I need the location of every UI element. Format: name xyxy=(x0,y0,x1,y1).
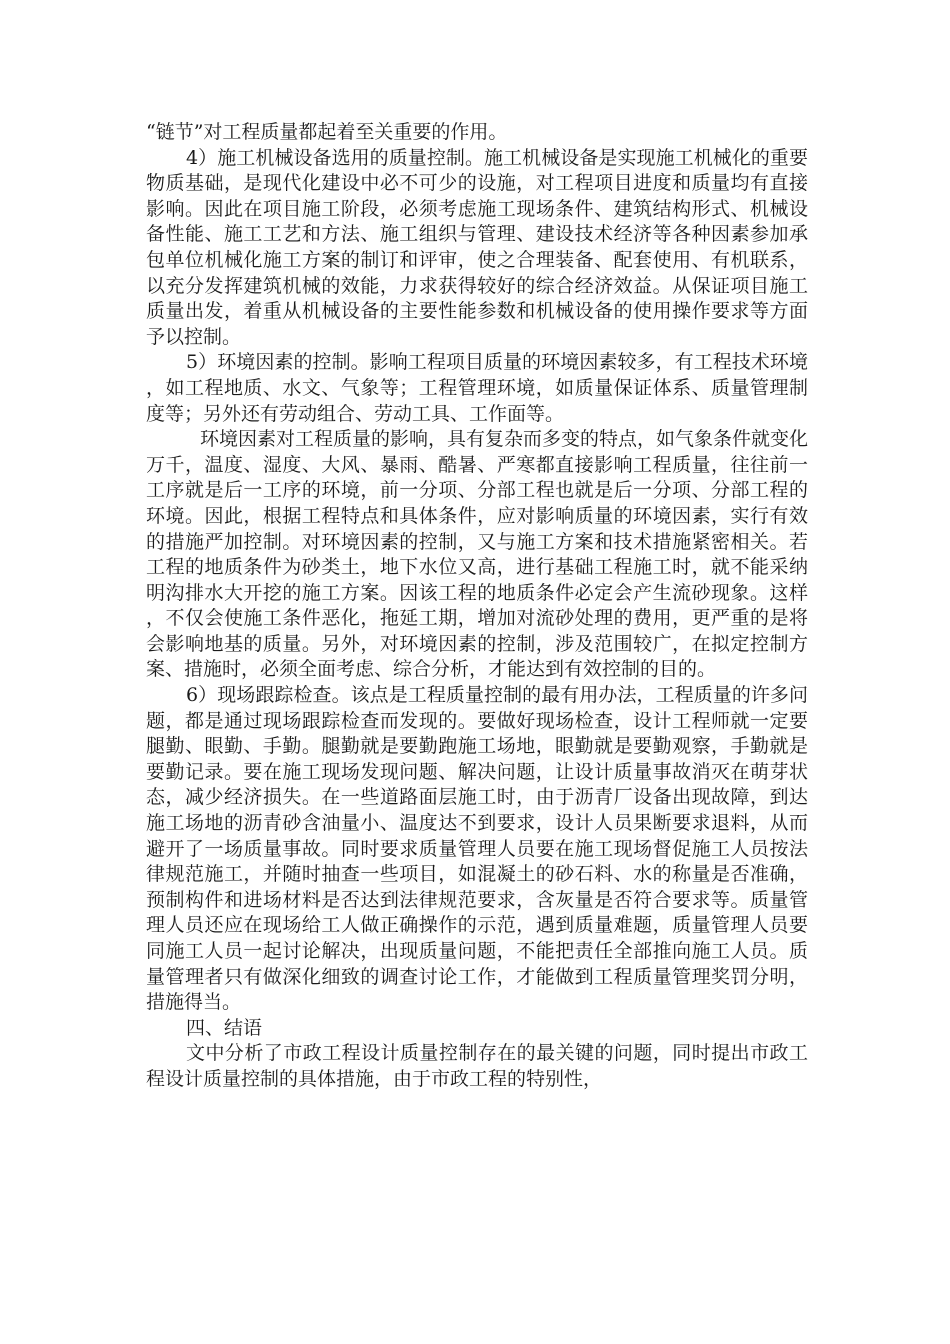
paragraph-conclusion: 文中分析了市政工程设计质量控制存在的最关键的问题，同时提出市政工程设计质量控制的具体措施，由于市政工程的特别性， xyxy=(146,1042,808,1090)
paragraph-environment-control: 5）环境因素的控制。影响工程项目质量的环境因素较多，有工程技术环境，如工程地质、水文、气象等；工程管理环境，如质量保证体系、质量管理制度等；另外还有劳动组合、劳动工具、工作面等。 xyxy=(146,351,808,425)
paragraph-chain-link: “链节”对工程质量都起着至关重要的作用。 xyxy=(146,121,508,143)
paragraph-environment-impact: 环境因素对工程质量的影响，具有复杂而多变的特点，如气象条件就变化万千，温度、湿度、大风、暴雨、酷暑、严寒都直接影响工程质量，往往前一工序就是后一工序的环境，前一分项、分部工程也就是后一分项、分部工程的环境。因此，根据工程特点和具体条件，应对影响质量的环境因素，实行有效的措施严加控制。对环境因素的控制，又与施工方案和技术措施紧密相关。若工程的地质条件为砂类土，地下水位又高，进行基础工程施工时，就不能采纳明沟排水大开挖的施工方案。因该工程的地质条件必定会产生流砂现象。这样，不仅会使施工条件恶化，拖延工期，增加对流砂处理的费用，更严重的是将会影响地基的质量。另外，对环境因素的控制，涉及范围较广，在拟定控制方案、措施时，必须全面考虑、综合分析，才能达到有效控制的目的。 xyxy=(146,428,809,681)
section-heading-conclusion: 四、结语 xyxy=(186,1016,263,1039)
paragraph-machinery-control: 4）施工机械设备选用的质量控制。施工机械设备是实现施工机械化的重要物质基础，是现代化建设中必不可少的设施，对工程项目进度和质量均有直接影响。因此在项目施工阶段，必须考虑施工现场条件、建筑结构形式、机械设备性能、施工工艺和方法、施工组织与管理、建设技术经济等各种因素参加承包单位机械化施工方案的制订和评审，使之合理装备、配套使用、有机联系，以充分发挥建筑机械的效能，力求获得较好的综合经济效益。从保证项目施工质量出发，着重从机械设备的主要性能参数和机械设备的使用操作要求等方面予以控制。 xyxy=(146,146,808,348)
paragraph-site-inspection: 6）现场跟踪检查。该点是工程质量控制的最有用办法，工程质量的许多问题，都是通过现场跟踪检查而发现的。要做好现场检查，设计工程师就一定要腿勤、眼勤、手勤。腿勤就是要勤跑施工场地，眼勤就是要勤观察，手勤就是要勤记录。要在施工现场发现问题、解决问题，让设计质量事故消灭在萌芽状态，减少经济损失。在一些道路面层施工时，由于沥青厂设备出现故障，到达施工场地的沥青砂含油量小、温度达不到要求，设计人员果断要求退料，从而避开了一场质量事故。同时要求质量管理人员要在施工现场督促施工人员按法律规范施工，并随时抽查一些项目，如混凝土的砂石料、水的称量是否准确，预制构件和进场材料是否达到法律规范要求，含灰量是否符合要求等。质量管理人员还应在现场给工人做正确操作的示范，遇到质量难题，质量管理人员要同施工人员一起讨论解决，出现质量问题，不能把责任全部推向施工人员。质量管理者只有做深化细致的调查讨论工作，才能做到工程质量管理奖罚分明，措施得当。 xyxy=(146,684,808,1014)
document-body xyxy=(146,120,808,1093)
